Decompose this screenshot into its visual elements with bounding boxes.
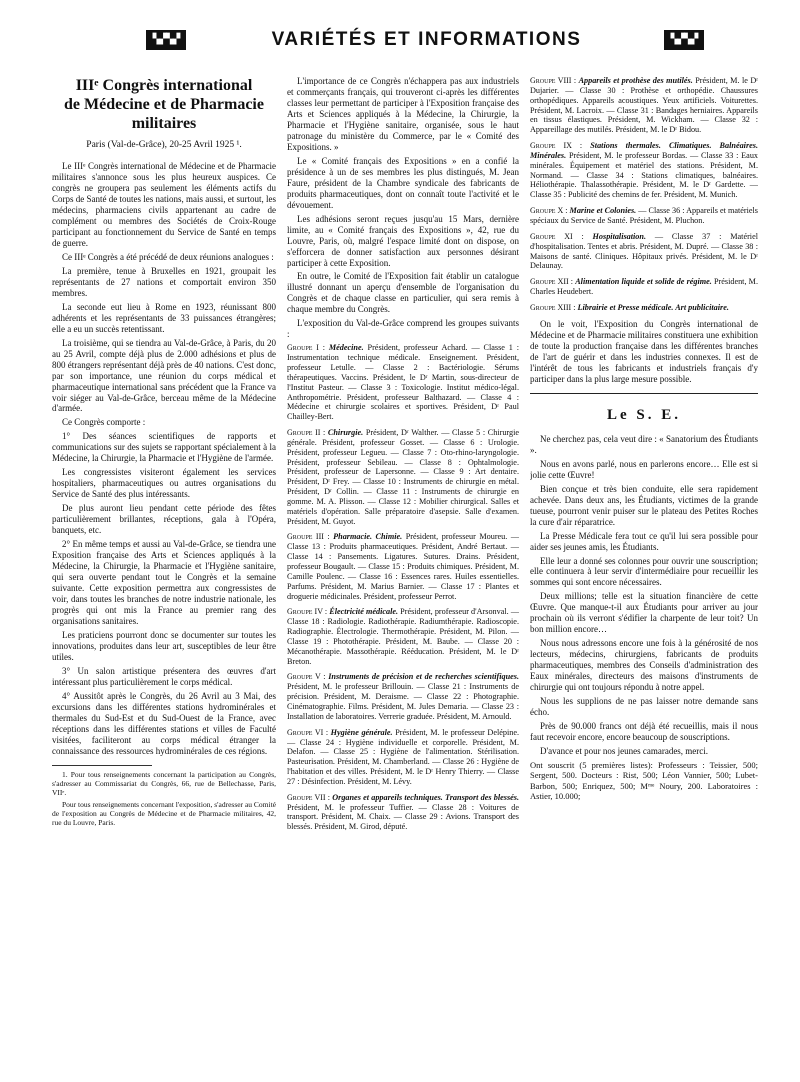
se-paragraph: Près de 90.000 francs ont déjà été recueillis, mais il nous faut recevoir encore, encore beaucoup de souscriptions. <box>530 721 758 743</box>
group-name: Instruments de précision et de recherches scientifiques. <box>328 672 519 682</box>
group-text: Président, professeur Achard. — Classe 1 : Instrumentation technique médicale. Enseignement. Président, professeur Letulle. — Classe 2 : Bactériologie. Sérums thérapeutiques. Vaccins. Président, le Dʳ Martin, sous-directeur de l'Institut Pasteur. — Classe 3 : Toxicologie. Institut médico-légal. Anthropométrie. Président, professeur Balthazard. — Classe 4 : Médecine et chirurgie scolaires et sportives. Président, Dʳ Paul Chailley-Bert. <box>287 343 519 422</box>
se-paragraph: Elle leur a donné ses colonnes pour ouvrir une souscription; elle continuera à leur servir d'intermédiaire pour recueillir les sommes qui sont encore nécessaires. <box>530 555 758 588</box>
group-name: Stations thermales. Climatiques. Balnéaires. Minérales. <box>530 141 758 160</box>
group-entry <box>287 428 519 526</box>
group-name: Alimentation liquide et solide de régime. <box>575 277 712 287</box>
group-text: Président, M. le professeur Bordas. — Classe 33 : Eaux minérales. Équipement et matériel des stations. Président, M. Normand. — Classe 34 : Stations climatiques, balnéaires. Héliothérapie. Thalassothérapie. Président, M. le Dʳ Gardette. — Classe 35 : Publicité des chemins de fer. Président, M. Munich. <box>530 150 758 200</box>
se-paragraph: Deux millions; telle est la situation financière de cette Œuvre. Que manque-t-il aux Étudiants pour arriver au jour prochain où ils verront s'édifier la charpente de leur toit? Un bon million encore… <box>530 591 758 635</box>
group-name: Hospitalisation. <box>592 231 647 241</box>
title-line-3: militaires <box>131 115 197 133</box>
column-1 <box>52 76 276 1076</box>
group-label: Groupe X : <box>530 206 568 216</box>
group-name: Marine et Colonies. <box>569 206 637 216</box>
paragraph: Le IIIᵉ Congrès international de Médecine et de Pharmacie militaires s'annonce sous les plus heureux auspices. Ce congrès ne groupera pas seulement les éléments actifs du Corps de Santé de toutes les nations, mais aussi, et surtout, les médecins, pharmaciens civils appartenant au cadre de complément ou membres des Sociétés de Croix-Rouge participant au fonctionnement du Service de Santé en temps de guerre. <box>52 161 276 248</box>
footnote-rule <box>52 765 152 766</box>
group-text: Président, M. le professeur Delépine. — Classe 24 : Hygiène individuelle et corporelle. Président, M. Delafon. — Classe 25 : Hygiène de l'alimentation. Stérilisation. Pasteurisation. Président, M. Chamberland. — Classe 26 : Hygiène de l'habitation et des villes. Président, M. le Dʳ Henry Thierry. — Classe 27 : Désinfection. Président, M. Lévy. <box>287 727 519 786</box>
paragraph: 3° Un salon artistique présentera des œuvres d'art intéressant plus particulièrement le corps médical. <box>52 665 276 687</box>
column-2 <box>287 76 519 1076</box>
group-label: Groupe II : <box>287 428 326 438</box>
group-entry <box>530 303 758 313</box>
group-text: Président, M. le professeur Brillouin. — Classe 21 : Instruments de précision. Président, M. Deraisme. — Classe 22 : Photographie. Cinématographie. Films. Président, M. Jules Demaria. — Classe 23 : Installation de laboratoires. Verrerie graduée. Président, M. Arnould. <box>287 682 519 721</box>
group-name: Chirurgie. <box>327 428 364 438</box>
group-label: Groupe V : <box>287 672 326 682</box>
group-label: Groupe IX : <box>530 141 583 151</box>
group-text: — Classe 36 : Appareils et matériels spéciaux du Service de Santé. Président, M. Pluchon. <box>530 206 758 225</box>
paragraph: 2° En même temps et aussi au Val-de-Grâce, se tiendra une Exposition française des Arts et Sciences appliqués à la Médecine, la Chirurgie, la Pharmacie et l'Hygiène sanitaire, qui sera ouverte pendant tout le Congrès et la semaine suivante. Cette exposition permettra aux congressistes de voir, dans toutes les branches de notre industrie nationale, les progrès qui ont mis la France au premier rang des organisations sanitaires. <box>52 539 276 626</box>
paragraph: En outre, le Comité de l'Exposition fait établir un catalogue illustré donnant un aperçu d'ensemble de l'organisation du Congrès et de chaque classe en particulier, qui sera remis à chaque membre du Congrès. <box>287 271 519 315</box>
group-entry <box>530 232 758 271</box>
paragraph: L'importance de ce Congrès n'échappera pas aux industriels et commerçants français, qui trouveront ci-après les différentes classes leur permettant de participer à l'Exposition française des Arts et Sciences appliqués à la Médecine, la Chirurgie, la Pharmacie et l'Hygiène sanitaire, organisée, sous le haut patronage du ministère du Commerce, par le « Comité des Expositions. » <box>287 76 519 152</box>
section-divider <box>530 393 758 394</box>
paragraph: Ce Congrès comporte : <box>62 417 146 428</box>
se-article-title: Le S. E. <box>606 406 681 423</box>
group-label: Groupe XI : <box>530 231 584 241</box>
group-entry <box>530 277 758 297</box>
ornament-left-icon: ▚▞▚▞ <box>146 30 186 50</box>
group-label: Groupe XII : <box>530 277 574 287</box>
footnote: Pour tous renseignements concernant l'exposition, s'adresser au Comité de l'exposition au Congrès de Médecine et de Pharmacie militaires, 42, rue du Louvre, Paris. <box>52 799 276 827</box>
paragraph: L'exposition du Val-de-Grâce comprend les groupes suivants : <box>287 318 519 340</box>
se-paragraph: D'avance et pour nos jeunes camarades, merci. <box>540 746 709 757</box>
footnote: 1. Pour tous renseignements concernant la participation au Congrès, s'adresser au Commissariat du Congrès, 66, rue de Bellechasse, Paris, VIIᵉ. <box>52 769 276 797</box>
paragraph: La troisième, qui se tiendra au Val-de-Grâce, à Paris, du 20 au 25 Avril, compte déjà plus de 2.000 adhésions et plus de 800 étrangers représentant déjà près de 40 nations. C'est donc, par son importance, une réunion du corps médical et pharmaceutique international sans précédent que la France va voir siéger au Val-de-Grâce, berceau même de la Médecine d'armée. <box>52 337 276 414</box>
se-paragraph: Ne cherchez pas, cela veut dire : « Sanatorium des Étudiants ». <box>530 433 758 455</box>
title-line-2: de Médecine et de Pharmacie <box>64 96 264 114</box>
group-label: Groupe VII : <box>287 792 330 802</box>
group-entry <box>530 76 758 135</box>
paragraph: 1° Des séances scientifiques de rapports et communications sur des sujets se rapportant spécialement à la Médecine, la Chirurgie, la Pharmacie et l'Hygiène de l'armée. <box>52 431 276 464</box>
column-3 <box>530 76 758 1076</box>
group-name: Organes et appareils techniques. Transport des blessés. <box>332 792 519 802</box>
group-entry <box>530 206 758 226</box>
group-entry <box>287 728 519 787</box>
group-name: Électricité médicale. <box>329 607 399 617</box>
se-paragraph: Nous en avons parlé, nous en parlerons encore… Elle est si jolie cette Œuvre! <box>530 458 758 480</box>
group-text: Président, Dʳ Walther. — Classe 5 : Chirurgie générale. Président, professeur Gosset. — Classe 6 : Urologie. Président, professeur Legueu. — Classe 7 : Oto-rhino-laryngologie. Président, professeur Sebileau. — Classe 8 : Ophtalmologie. Président, professeur de Lapersonne. — Classe 9 : Art dentaire. Président, Dʳ Frey. — Classe 10 : Instruments de chirurgie en métal. Président, Dʳ Collin. — Classe 11 : Instruments de chirurgie en gomme. M. A. Plisson. — Classe 12 : Mobilier chirurgical. Salles et matériels d'opération. Salle préparatoire d'asepsie. Salle d'examen. Président, M. Guyot. <box>287 428 519 526</box>
group-label: Groupe VI : <box>287 727 329 737</box>
article-title <box>52 76 276 134</box>
group-text: Président, M. le Dʳ Dujarier. — Classe 30 : Prothèse et orthopédie. Chaussures orthopédiques. Appareils acoustiques. Yeux artificiels. Voiturettes. Président, M. Lacroix. — Classe 31 : Bandages herniaires. Appareils en tissus élastiques. Président, M. Wickham. — Classe 32 : Appareillage des mutilés. Président, M. le Dʳ Bidou. <box>530 76 758 135</box>
group-label: Groupe XIII : <box>530 302 576 312</box>
paragraph: Les adhésions seront reçues jusqu'au 15 Mars, dernière limite, au « Comité français des Expositions », 42, rue du Louvre, Paris, où, malgré l'espace limité dont on dispose, on s'efforcera de donner satisfaction aux personnes désirant participer à cette Exposition. <box>287 213 519 268</box>
paragraph: De plus auront lieu pendant cette période des fêtes particulièrement brillantes, réceptions, gala à l'Opéra, banquets, etc. <box>52 503 276 536</box>
paragraph: Le « Comité français des Expositions » en a confié la présidence à un de ses membres les plus distingués, M. Jean Faure, président de la Chambre syndicale des fabricants de produits pharmaceutiques, dont on connaît toute l'activité et le dévouement. <box>287 155 519 210</box>
paragraph: Les praticiens pourront donc se documenter sur toutes les innovations, produites dans leur art, susceptibles de leur être utiles. <box>52 629 276 662</box>
group-label: Groupe IV : <box>287 607 328 617</box>
group-entry <box>530 141 758 200</box>
title-line-1: IIIᵉ Congrès international <box>75 77 253 94</box>
closing-paragraph: On le voit, l'Exposition du Congrès international de Médecine et de Pharmacie militaires constituera une exhibition de toute la production française dans les différentes branches de l'art de guérir et dans les industries connexes. Il est de l'intérêt de tous les fabricants et industriels français d'y participer dans la plus large mesure possible. <box>530 318 758 384</box>
group-text: Président, professeur d'Arsonval. — Classe 18 : Radiologie. Radiothérapie. Radiumthérapie. Radioscopie. Radiographie. Électrologie. Thermothérapie. Président, M. Pilon. — Classe 19 : Photothérapie. Président, M. Baube. — Classe 20 : Mécanothérapie. Massothérapie. Rééducation. Président, M. le Dʳ Breton. <box>287 607 519 666</box>
se-paragraph: Nous nous adressons encore une fois à la générosité de nos lecteurs, médecins, chirurgiens, fabricants de produits pharmaceutiques, membres des Conseils d'administration des Eaux minérales, directeurs des maisons d'instruments de chirurgie qui ont toujours répondu à notre appel. <box>530 638 758 693</box>
paragraph: Ce IIIᵉ Congrès a été précédé de deux réunions analogues : <box>62 251 274 262</box>
group-text: Président, M. le professeur Tuffier. — Classe 28 : Voitures de transport. Président, M. Chaix. — Classe 29 : Avions. Transport des blessés. Président, M. Girod, député. <box>287 802 519 832</box>
group-entry <box>287 793 519 832</box>
paragraph: La seconde eut lieu à Rome en 1923, réunissant 800 adhérents et les représentants de 33 puissances étrangères; elle a eu un succès retentissant. <box>52 301 276 334</box>
paragraph: La première, tenue à Bruxelles en 1921, groupait les représentants de 27 nations et comportait environ 350 membres. <box>52 265 276 298</box>
group-name: Hygiène générale. <box>330 727 393 737</box>
group-name: Médecine. <box>328 343 364 353</box>
group-label: Groupe III : <box>287 532 330 542</box>
group-entry <box>287 672 519 721</box>
group-text: Président, professeur Moureu. — Classe 13 : Produits pharmaceutiques. Président, André Bertaut. — Classe 14 : Pansements. Ligatures. Sutures. Drains. Président, professeur Bougault. — Classe 15 : Produits chimiques. Président, M. Camille Poulenc. — Classe 16 : Essences rares. Huiles essentielles. Parfums. Président, M. Marius Barnier. — Classe 17 : Plantes et droguerie médicinales. Président, professeur Perrot. <box>287 532 519 601</box>
group-label: Groupe VIII : <box>530 76 577 85</box>
section-title: VARIÉTÉS ET INFORMATIONS <box>271 29 582 50</box>
group-entry <box>287 607 519 666</box>
subscribers-list: Ont souscrit (5 premières listes): Professeurs : Teissier, 500; Sergent, 500. Docteurs : Rist, 500; Léon Vannier, 500; Lubet-Barbon, 500; Enriquez, 500; Mᵐᵉ Noury, 200. Laboratoires : Astier, 10.000; <box>530 759 758 802</box>
group-name: Pharmacie. Chimie. <box>333 532 403 542</box>
paragraph: Les congressistes visiteront également les services hospitaliers, pharmaceutiques ou autres organisations du Service de Santé des plus intéressants. <box>52 467 276 500</box>
paragraph: 4° Aussitôt après le Congrès, du 26 Avril au 3 Mai, des excursions dans les différentes stations hydrominérales et thermales du Sud-Est et du Sud-Ouest de la France, avec réceptions dans les différentes stations et villes de Faculté visitées, faciliteront au corps médical étranger la connaissance des ressources hydrominérales de ces régions. <box>52 690 276 756</box>
dateline: Paris (Val-de-Grâce), 20-25 Avril 1925 ¹. <box>86 139 242 150</box>
se-paragraph: Bien conçue et très bien conduite, elle sera rapidement achevée. Dans deux ans, les Étudiants, victimes de la grande tueuse, pourront venir puiser sur le plateau des Petites Roches la cure d'air réparatrice. <box>530 483 758 527</box>
se-paragraph: La Presse Médicale fera tout ce qu'il lui sera possible pour aider ses jeunes amis, les Étudiants. <box>530 530 758 552</box>
group-entry <box>287 343 519 422</box>
page-header <box>54 22 768 58</box>
group-text: — Classe 37 : Matériel d'hospitalisation. Tentes et abris. Président, M. Dupré. — Classe 38 : Maisons de santé. Cliniques. Hôpitaux privés. Président, M. le Dʳ Delaunay. <box>530 231 758 271</box>
se-paragraph: Nous les supplions de ne pas laisser notre demande sans écho. <box>530 696 758 718</box>
group-name: Librairie et Presse médicale. Art publicitaire. <box>577 302 729 312</box>
group-label: Groupe I : <box>287 343 325 353</box>
footnotes <box>52 770 276 827</box>
group-text: Président, M. Charles Heudebert. <box>530 277 758 297</box>
group-entry <box>287 532 519 601</box>
group-name: Appareils et prothèse des mutilés. <box>578 76 693 85</box>
ornament-right-icon: ▚▞▚▞ <box>664 30 704 50</box>
